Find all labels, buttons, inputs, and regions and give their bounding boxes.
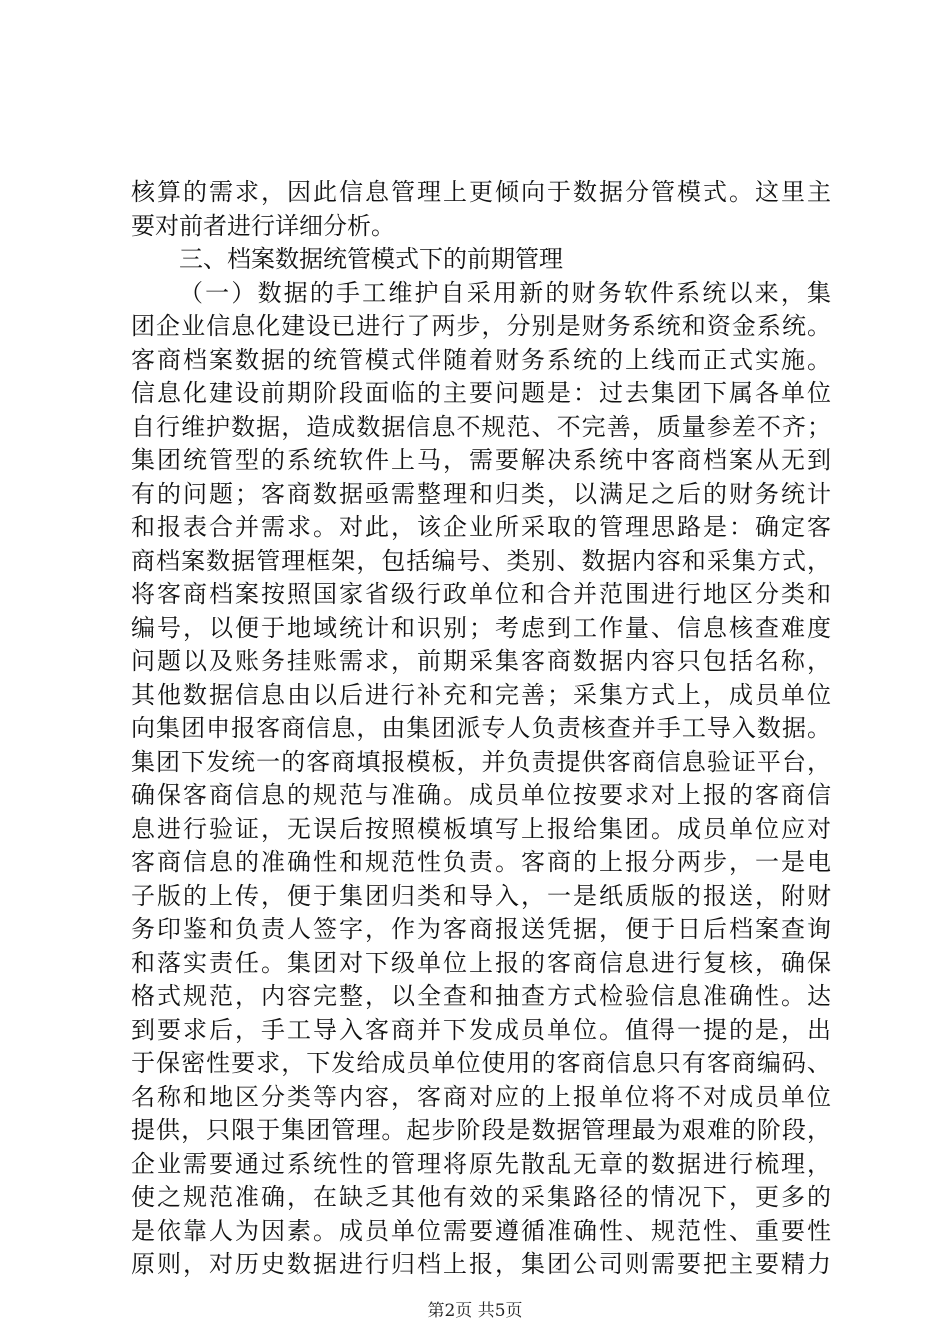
text-line: 于保密性要求，下发给成员单位使用的客商信息只有客商编码、: [131, 1049, 831, 1077]
text-line: 自行维护数据，造成数据信息不规范、不完善，质量参差不齐；: [131, 412, 831, 441]
text-line: 和落实责任。集团对下级单位上报的客商信息进行复核，确保: [131, 948, 831, 977]
text-line: 务印鉴和负责人签字，作为客商报送凭据，便于日后档案查询: [131, 915, 831, 943]
text-line: 子版的上传，便于集团归类和导入，一是纸质版的报送，附财: [131, 881, 831, 910]
text-line: 是依靠人为因素。成员单位需要遵循准确性、规范性、重要性: [131, 1216, 831, 1245]
document-body: [131, 176, 831, 1282]
text-line: 商档案数据管理框架，包括编号、类别、数据内容和采集方式，: [131, 546, 831, 575]
text-line: 客商信息的准确性和规范性负责。客商的上报分两步，一是电: [131, 848, 831, 876]
text-line: 将客商档案按照国家省级行政单位和合并范围进行地区分类和: [131, 580, 831, 608]
text-line: 向集团申报客商信息，由集团派专人负责核查并手工导入数据。: [131, 714, 831, 742]
text-line: 企业需要通过系统性的管理将原先散乱无章的数据进行梳理，: [131, 1149, 831, 1178]
page-number-footer: 第2页 共5页: [427, 1301, 523, 1321]
text-line: 原则，对历史数据进行归档上报，集团公司则需要把主要精力: [131, 1250, 831, 1278]
text-line: 核算的需求，因此信息管理上更倾向于数据分管模式。这里主: [131, 178, 831, 206]
section-heading: 三、档案数据统管模式下的前期管理: [179, 245, 563, 273]
text-line: 客商档案数据的统管模式伴随着财务系统的上线而正式实施。: [131, 345, 831, 374]
text-line: 集团下发统一的客商填报模板，并负责提供客商信息验证平台，: [131, 747, 831, 776]
text-line: 使之规范准确，在缺乏其他有效的采集路径的情况下，更多的: [131, 1183, 831, 1211]
text-line: 确保客商信息的规范与准确。成员单位按要求对上报的客商信: [131, 781, 831, 809]
text-line: 和报表合并需求。对此，该企业所采取的管理思路是：确定客: [131, 513, 831, 541]
text-line: 集团统管型的系统软件上马，需要解决系统中客商档案从无到: [131, 446, 831, 474]
text-line: 信息化建设前期阶段面临的主要问题是：过去集团下属各单位: [131, 379, 831, 407]
text-line: 要对前者进行详细分析。: [131, 211, 395, 240]
text-line: 名称和地区分类等内容，客商对应的上报单位将不对成员单位: [131, 1082, 831, 1111]
text-line: 有的问题；客商数据亟需整理和归类，以满足之后的财务统计: [131, 479, 831, 508]
text-line: 问题以及账务挂账需求，前期采集客商数据内容只包括名称，: [131, 647, 831, 675]
text-line: 提供，只限于集团管理。起步阶段是数据管理最为艰难的阶段，: [131, 1116, 831, 1144]
text-line: 到要求后，手工导入客商并下发成员单位。值得一提的是，出: [131, 1015, 831, 1044]
subsection-heading-line: （一）数据的手工维护自采用新的财务软件系统以来，集: [179, 278, 831, 307]
text-line: 编号，以便于地域统计和识别；考虑到工作量、信息核查难度: [131, 613, 831, 642]
text-line: 其他数据信息由以后进行补充和完善；采集方式上，成员单位: [131, 680, 831, 709]
text-line: 息进行验证，无误后按照模板填写上报给集团。成员单位应对: [131, 814, 831, 843]
text-line: 格式规范，内容完整，以全查和抽查方式检验信息准确性。达: [131, 982, 831, 1010]
text-line: 团企业信息化建设已进行了两步，分别是财务系统和资金系统。: [131, 312, 831, 340]
